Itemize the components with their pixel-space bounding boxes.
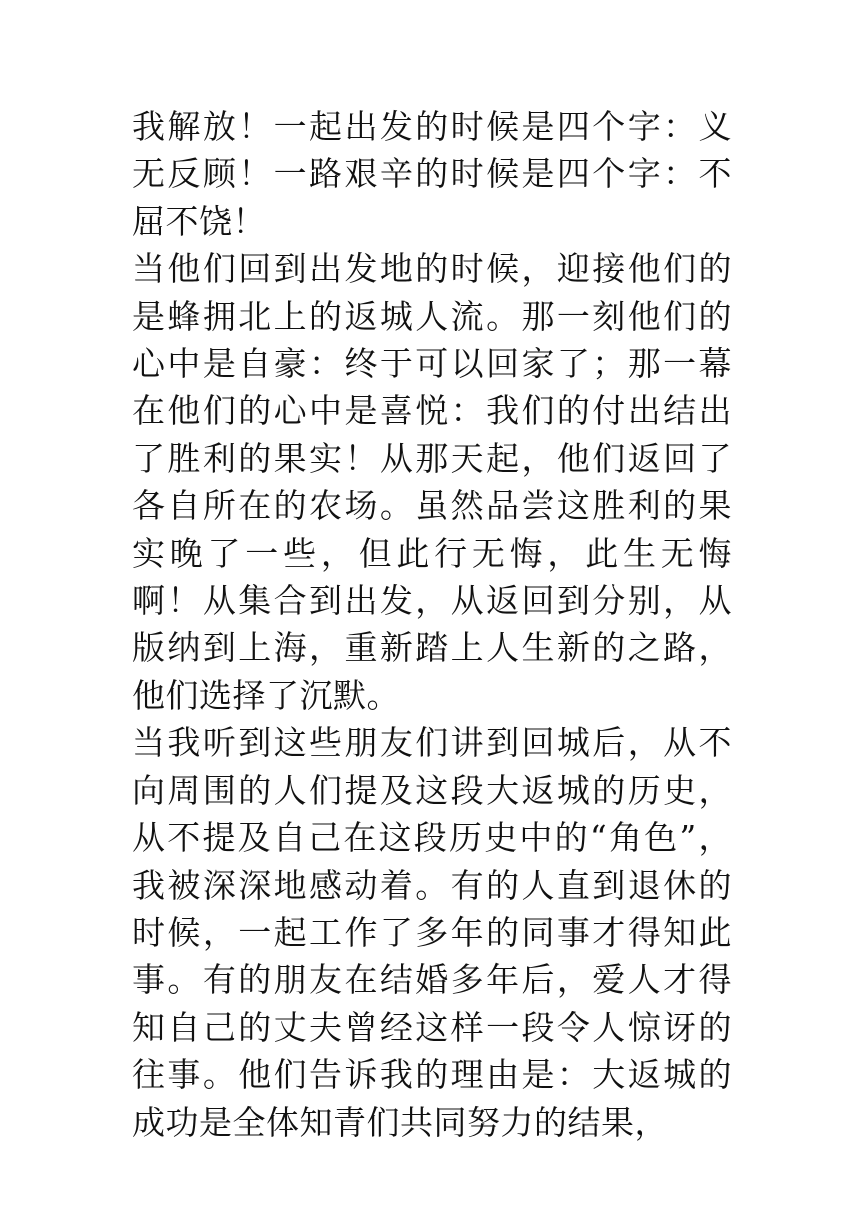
paragraph-2: 当他们回到出发地的时候，迎接他们的是蜂拥北上的返城人流。那一刻他们的心中是自豪：终于可以回家了；那一幕在他们的心中是喜悦：我们的付出结出了胜利的果实！从那天起，他们返回了各自所在的农场。虽然品尝这胜利的果实晚了一些，但此行无悔，此生无悔啊！从集合到出发，从返回到分别，从版纳到上海，重新踏上人生新的之路，他们选择了沉默。 <box>132 249 732 715</box>
paragraph-1: 我解放！一起出发的时候是四个字：义无反顾！一路艰辛的时候是四个字：不屈不饶！ <box>132 107 732 241</box>
paragraph-3: 当我听到这些朋友们讲到回城后，从不向周围的人们提及这段大返城的历史，从不提及自己在这段历史中的“角色”，我被深深地感动着。有的人直到退休的时候，一起工作了多年的同事才得知此事。有的朋友在结婚多年后，爱人才得知自己的丈夫曾经这样一段令人惊讶的往事。他们告诉我的理由是：大返城的成功是全体知青们共同努力的结果， <box>132 723 732 1142</box>
body-text <box>132 103 732 1146</box>
